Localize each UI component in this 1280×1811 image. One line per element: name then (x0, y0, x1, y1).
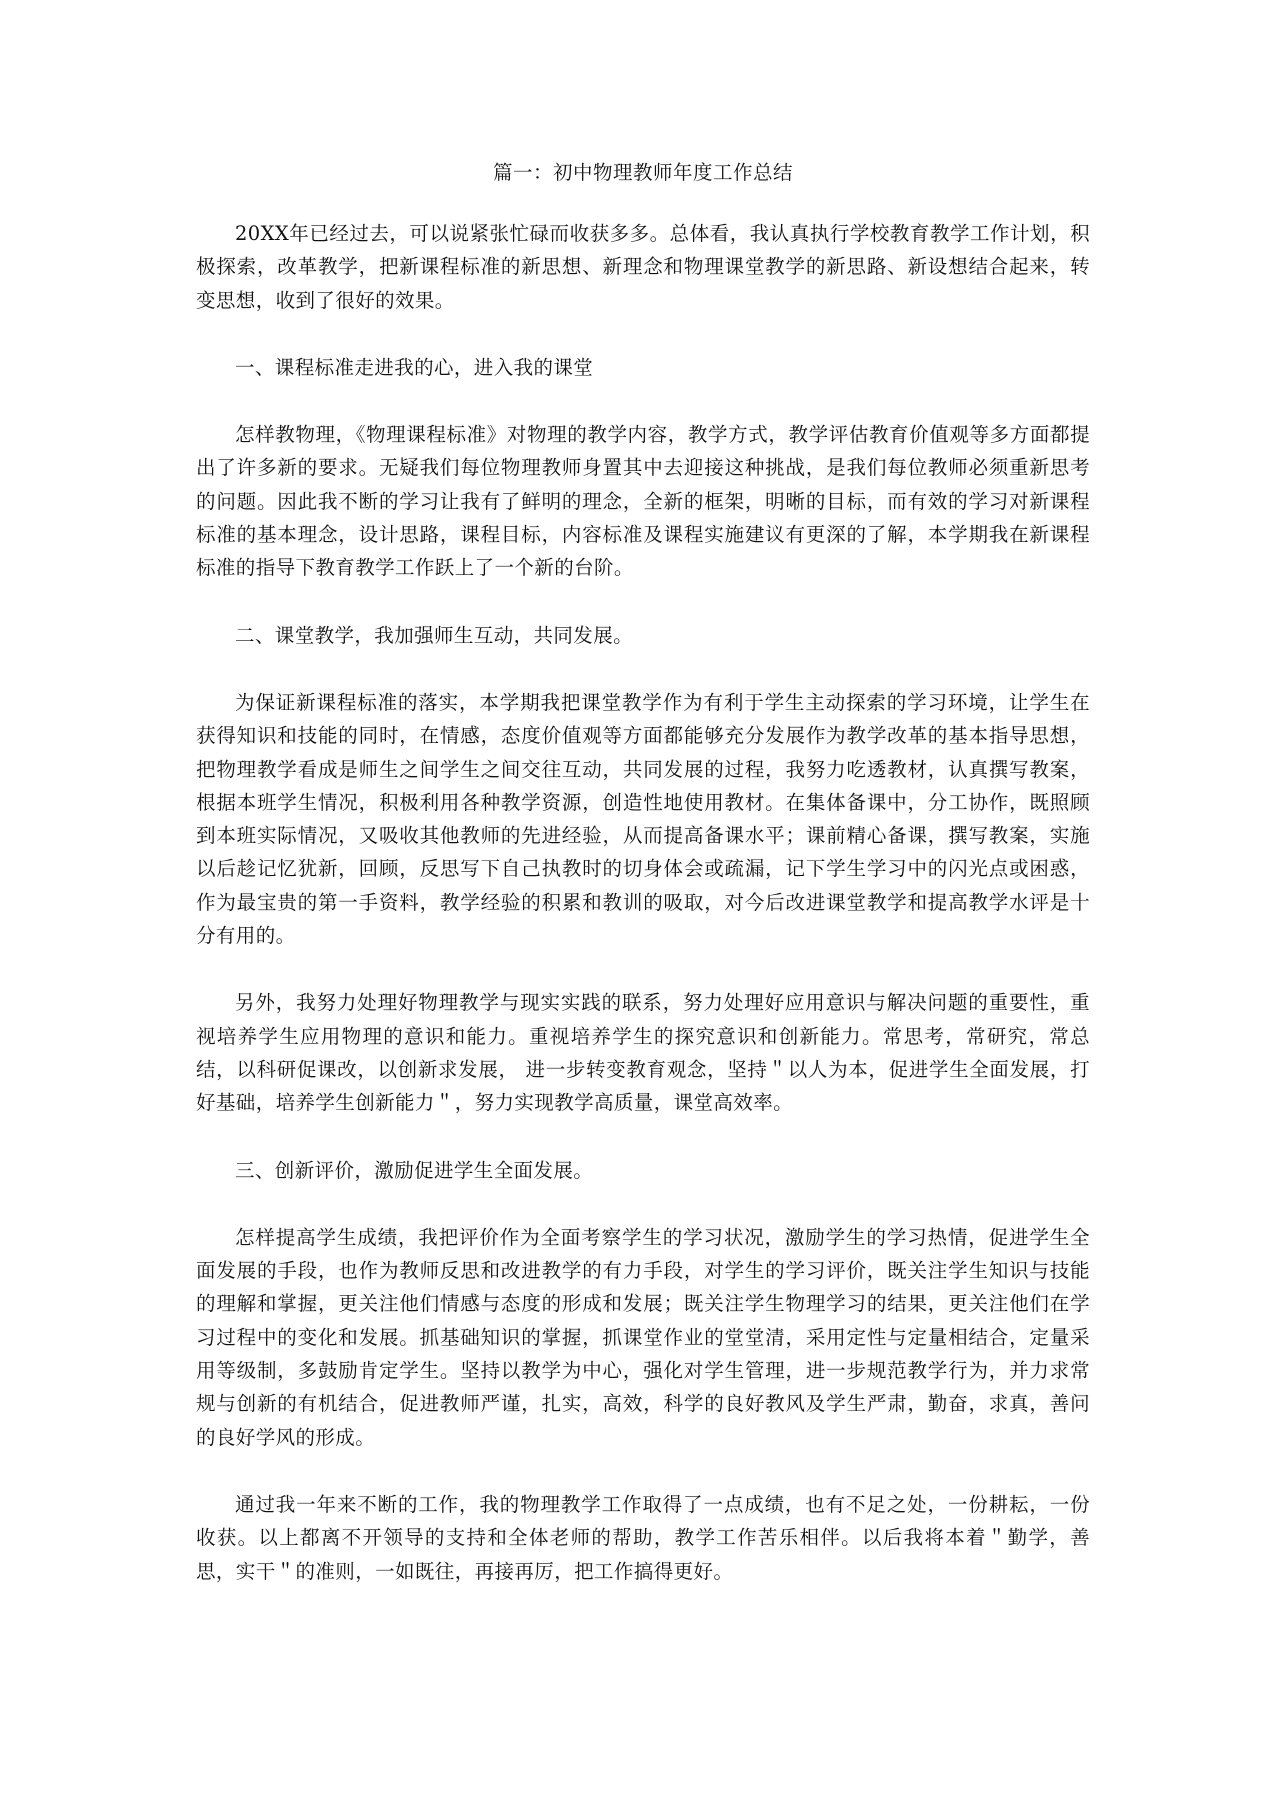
document-body (196, 157, 1090, 1622)
section-3-heading: 三、创新评价，激励促进学生全面发展。 (235, 1158, 594, 1182)
section-1-heading: 一、课程标准走进我的心，进入我的课堂 (235, 355, 594, 379)
section-1-paragraph-1: 怎样教物理，《物理课程标准》对物理的教学内容，教学方式，教学评估教育价值观等多方面都提出了许多新的要求。无疑我们每位物理教师身置其中去迎接这种挑战，是我们每位教师必须重新思考的问题。因此我不断的学习让我有了鲜明的理念，全新的框架，明晰的目标，而有效的学习对新课程标准的基本理念，设计思路，课程目标，内容标准及课程实施建议有更深的了解，本学期我在新课程标准的指导下教育教学工作跃上了一个新的台阶。 (196, 423, 1090, 580)
section-2-paragraph-1: 为保证新课程标准的落实，本学期我把课堂教学作为有利于学生主动探索的学习环境，让学生在获得知识和技能的同时，在情感，态度价值观等方面都能够充分发展作为教学改革的基本指导思想，把物理教学看成是师生之间学生之间交往互动，共同发展的过程，我努力吃透教材，认真撰写教案，根据本班学生情况，积极利用各种教学资源，创造性地使用教材。在集体备课中，分工协作，既照顾到本班实际情况，又吸收其他教师的先进经验，从而提高备课水平；课前精心备课，撰写教案，实施以后趁记忆犹新，回顾，反思写下自己执教时的切身体会或疏漏，记下学生学习中的闪光点或困惑，作为最宝贵的第一手资料，教学经验的积累和教训的吸取，对今后改进课堂教学和提高教学水评是十分有用的。 (196, 690, 1090, 948)
section-2-paragraph-2: 另外，我努力处理好物理教学与现实实践的联系，努力处理好应用意识与解决问题的重要性，重视培养学生应用物理的意识和能力。重视培养学生的探究意识和创新能力。常思考，常研究，常总结，以科研促课改，以创新求发展， 进一步转变教育观念，坚持＂以人为本，促进学生全面发展，打好基础，培养学生创新能力＂，努力实现教学高质量，课堂高效率。 (196, 991, 1090, 1115)
document-title: 篇一：初中物理教师年度工作总结 (492, 161, 793, 184)
section-2-heading: 二、课堂教学，我加强师生互动，共同发展。 (235, 623, 634, 647)
conclusion-paragraph: 通过我一年来不断的工作，我的物理教学工作取得了一点成绩，也有不足之处，一份耕耘，一份收获。以上都离不开领导的支持和全体老师的帮助，教学工作苦乐相伴。以后我将本着＂勤学，善思，实干＂的准则，一如既往，再接再厉，把工作搞得更好。 (196, 1492, 1090, 1583)
section-3-paragraph-1: 怎样提高学生成绩，我把评价作为全面考察学生的学习状况，激励学生的学习热情，促进学生全面发展的手段，也作为教师反思和改进教学的有力手段，对学生的学习评价，既关注学生知识与技能的理解和掌握，更关注他们情感与态度的形成和发展；既关注学生物理学习的结果，更关注他们在学习过程中的变化和发展。抓基础知识的掌握，抓课堂作业的堂堂清，采用定性与定量相结合，定量采用等级制，多鼓励肯定学生。坚持以教学为中心，强化对学生管理，进一步规范教学行为，并力求常规与创新的有机结合，促进教师严谨，扎实，高效，科学的良好教风及学生严肃，勤奋，求真，善问的良好学风的形成。 (196, 1225, 1090, 1449)
intro-paragraph: 20XX年已经过去，可以说紧张忙碌而收获多多。总体看，我认真执行学校教育教学工作计划，积极探索，改革教学，把新课程标准的新思想、新理念和物理课堂教学的新思路、新设想结合起来，转变思想，收到了很好的效果。 (196, 222, 1090, 312)
